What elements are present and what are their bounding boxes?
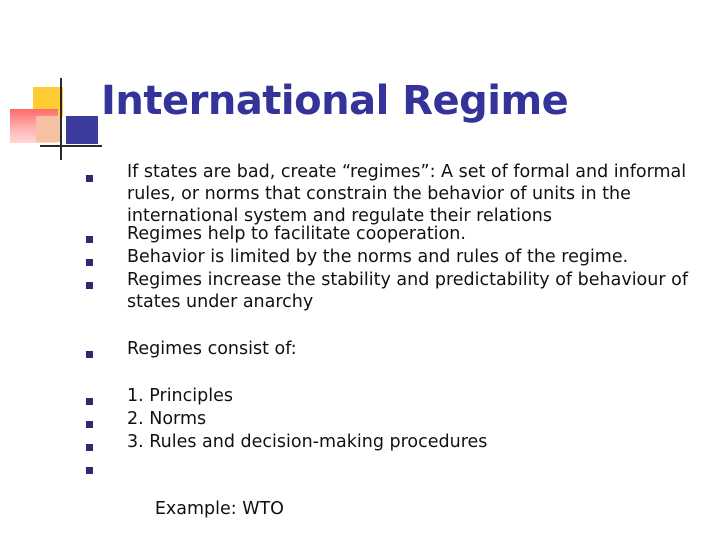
slide-title: International Regime (101, 78, 569, 124)
square-bullet-icon (86, 398, 93, 405)
logo-peach-square (36, 116, 60, 142)
bullet-text (127, 385, 233, 407)
bullet-text (127, 338, 297, 360)
bullet-line: rules, or norms that constrain the behavior of units in the (127, 184, 631, 204)
bullet-line: states under anarchy (127, 292, 314, 312)
logo-blue-square (66, 116, 98, 144)
square-bullet-icon (86, 444, 93, 451)
square-bullet-icon (86, 175, 93, 182)
square-bullet-icon (86, 351, 93, 358)
bullet-line: 1. Principles (127, 386, 233, 406)
bullet-text (127, 269, 688, 313)
logo-horizontal-line (40, 145, 102, 147)
bullet-line: If states are bad, create “regimes”: A set of formal and informal (127, 162, 687, 182)
bullet-text (127, 246, 628, 268)
bullet-line: Regimes help to facilitate cooperation. (127, 224, 466, 244)
bullet-line: Example: WTO (127, 499, 284, 519)
bullet-text (127, 454, 284, 540)
bullet-line: international system and regulate their relations (127, 206, 552, 226)
logo-vertical-line (60, 78, 62, 160)
square-bullet-icon (86, 467, 93, 474)
bullet-line: Regimes increase the stability and predictability of behaviour of (127, 270, 688, 290)
bullet-line: Regimes consist of: (127, 339, 297, 359)
square-bullet-icon (86, 282, 93, 289)
title-logo-icon (0, 0, 100, 170)
bullet-text (127, 408, 206, 430)
bullet-line: 2. Norms (127, 409, 207, 429)
bullet-text (127, 431, 487, 453)
bullet-line: 3. Rules and decision-making procedures (127, 432, 488, 452)
square-bullet-icon (86, 259, 93, 266)
bullet-text (127, 161, 686, 227)
square-bullet-icon (86, 236, 93, 243)
bullet-text (127, 223, 466, 245)
square-bullet-icon (86, 421, 93, 428)
bullet-line: Behavior is limited by the norms and rules of the regime. (127, 247, 629, 267)
